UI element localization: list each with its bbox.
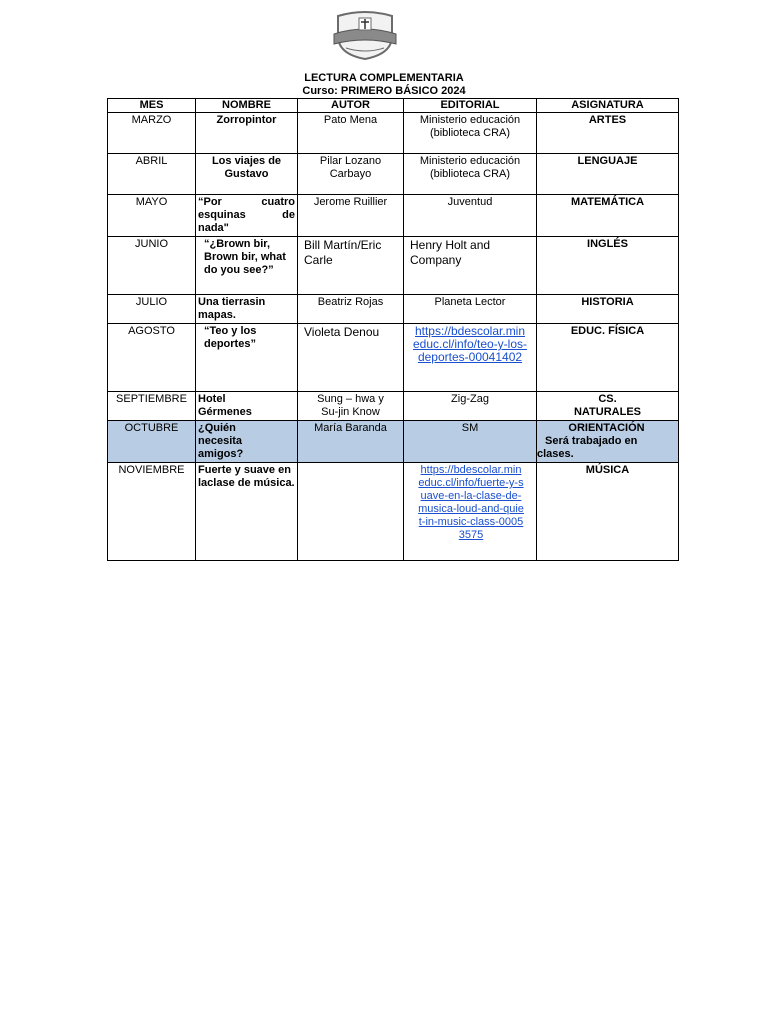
header-mes: MES	[108, 99, 196, 113]
table-row	[108, 195, 679, 237]
cell-nombre: Los viajes de Gustavo	[196, 154, 298, 195]
table-row	[108, 113, 679, 154]
cell-mes: MAYO	[108, 195, 196, 237]
cell-nombre: Hotel Gérmenes	[196, 392, 298, 421]
course-subtitle: Curso: PRIMERO BÁSICO 2024	[302, 85, 466, 97]
table-header-row	[108, 99, 679, 113]
cell-asignatura: EDUC. FÍSICA	[537, 324, 679, 392]
cell-asignatura: CS. NATURALES	[537, 392, 679, 421]
header-autor: AUTOR	[298, 99, 404, 113]
cell-mes: JULIO	[108, 295, 196, 324]
page-title: LECTURA COMPLEMENTARIA	[304, 72, 464, 84]
cell-editorial	[404, 463, 537, 561]
cell-asignatura: INGLÉS	[537, 237, 679, 295]
cell-autor	[298, 463, 404, 561]
cell-asignatura: MATEMÁTICA	[537, 195, 679, 237]
cell-autor: Pilar Lozano Carbayo	[298, 154, 404, 195]
cell-editorial	[404, 324, 537, 392]
cell-nombre: ¿Quién necesita amigos?	[196, 421, 298, 463]
table-row	[108, 421, 679, 463]
cell-nombre: “Por cuatro esquinas de nada"	[196, 195, 298, 237]
cell-autor: María Baranda	[298, 421, 404, 463]
cell-autor: Violeta Denou	[298, 324, 404, 392]
cell-editorial: Juventud	[404, 195, 537, 237]
cell-editorial: Ministerio educación (biblioteca CRA)	[404, 154, 537, 195]
cell-asignatura: MÚSICA	[537, 463, 679, 561]
table-row	[108, 295, 679, 324]
cell-nombre: “¿Brown bir, Brown bir, what do you see?”	[196, 237, 298, 295]
cell-asignatura: ARTES	[537, 113, 679, 154]
school-crest-icon	[332, 10, 398, 60]
cell-autor: Beatriz Rojas	[298, 295, 404, 324]
cell-autor: Jerome Ruillier	[298, 195, 404, 237]
header-asignatura: ASIGNATURA	[537, 99, 679, 113]
cell-autor: Sung – hwa y Su-jin Know	[298, 392, 404, 421]
cell-mes: ABRIL	[108, 154, 196, 195]
cell-editorial: Ministerio educación (biblioteca CRA)	[404, 113, 537, 154]
header-nombre: NOMBRE	[196, 99, 298, 113]
cell-editorial: Henry Holt and Company	[404, 237, 537, 295]
cell-autor: Pato Mena	[298, 113, 404, 154]
table-row	[108, 237, 679, 295]
cell-editorial: Planeta Lector	[404, 295, 537, 324]
cell-nombre: Fuerte y suave en laclase de música.	[196, 463, 298, 561]
header-editorial: EDITORIAL	[404, 99, 537, 113]
reading-table	[107, 98, 679, 561]
cell-mes: NOVIEMBRE	[108, 463, 196, 561]
asignatura-note: Será trabajado en clases.	[537, 435, 638, 460]
cell-mes: JUNIO	[108, 237, 196, 295]
cell-asignatura: HISTORIA	[537, 295, 679, 324]
cell-mes: SEPTIEMBRE	[108, 392, 196, 421]
cell-asignatura	[537, 421, 679, 463]
table-row	[108, 154, 679, 195]
asignatura-label: ORIENTACIÓN	[568, 422, 645, 434]
table-row	[108, 463, 679, 561]
cell-editorial: Zig-Zag	[404, 392, 537, 421]
table-row	[108, 392, 679, 421]
cell-mes: OCTUBRE	[108, 421, 196, 463]
cell-editorial: SM	[404, 421, 537, 463]
cell-autor: Bill Martín/Eric Carle	[298, 237, 404, 295]
cell-mes: AGOSTO	[108, 324, 196, 392]
cell-mes: MARZO	[108, 113, 196, 154]
editorial-link[interactable]: https://bdescolar.mineduc.cl/info/teo-y-los-deportes-00041402	[412, 324, 528, 364]
cell-nombre: “Teo y los deportes”	[196, 324, 298, 392]
cell-asignatura: LENGUAJE	[537, 154, 679, 195]
table-row	[108, 324, 679, 392]
cell-nombre: Una tierrasin mapas.	[196, 295, 298, 324]
cell-nombre: Zorropintor	[196, 113, 298, 154]
editorial-link[interactable]: https://bdescolar.mineduc.cl/info/fuerte-y-suave-en-la-clase-de-musica-loud-and-quiet-in-music-class-00053575	[418, 464, 524, 541]
